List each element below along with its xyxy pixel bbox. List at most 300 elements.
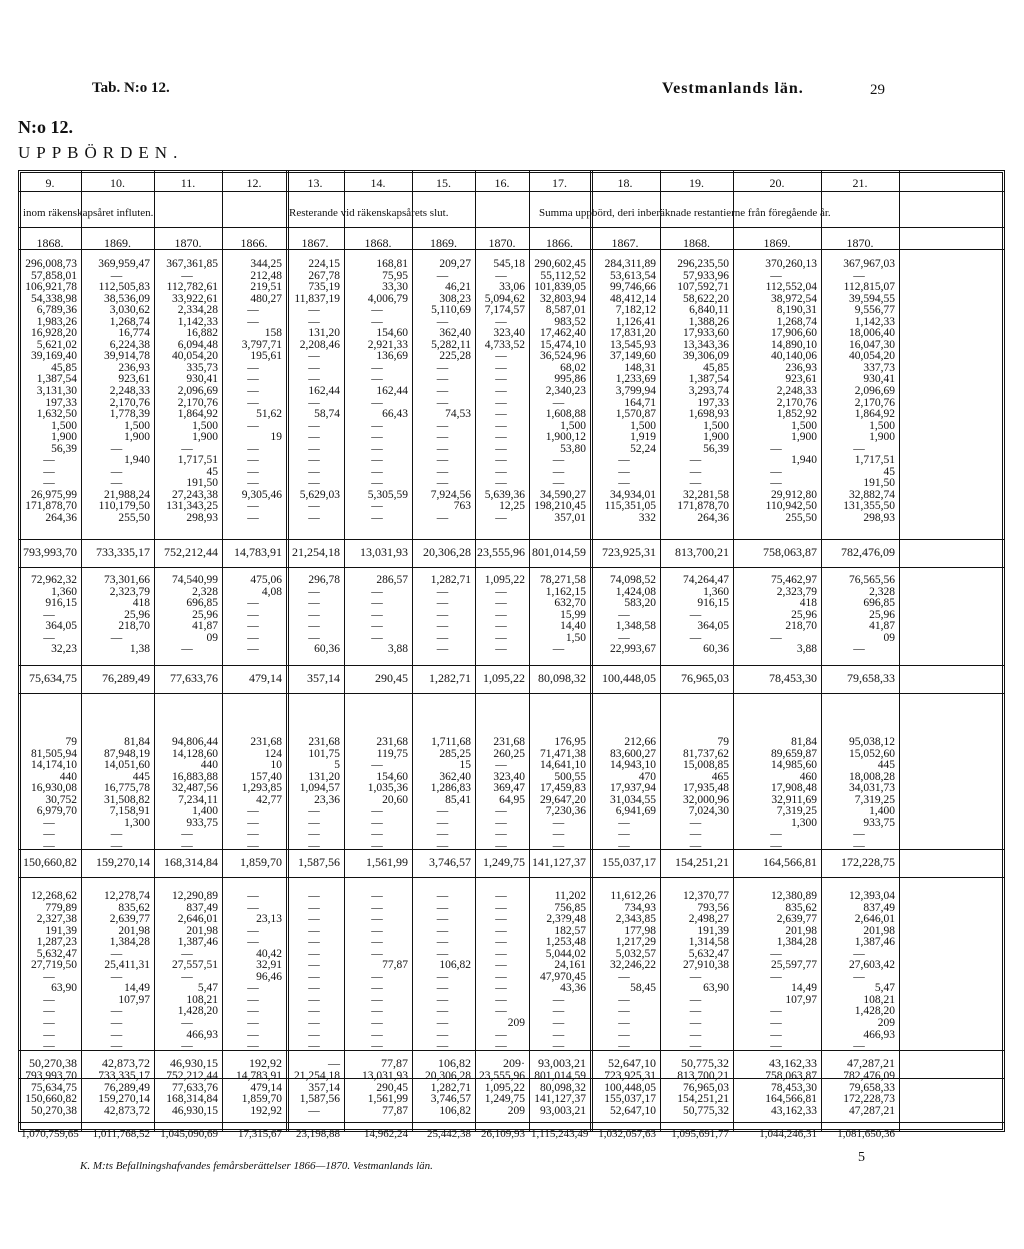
table-cell: 219,51 (250, 281, 282, 294)
table-cell: — (689, 1005, 702, 1018)
table-cell: 33,922,61 (172, 292, 218, 305)
table-cell: 209,27 (439, 258, 471, 270)
table-cell: — (308, 315, 320, 328)
table-cell: — (247, 890, 259, 902)
table-cell: 1,919 (630, 431, 656, 444)
table-cell: 362,40 (439, 327, 471, 340)
table-cell: — (689, 816, 702, 829)
table-cell: 466,93 (186, 1028, 218, 1041)
table-cell: 632,70 (554, 597, 586, 610)
table-cell: 500,55 (554, 770, 586, 783)
table-cell: — (618, 608, 630, 621)
total-cell: 14,783,91 (234, 545, 282, 559)
column-number: 18. (617, 176, 633, 190)
table-cell: — (43, 608, 55, 621)
table-cell: — (436, 1028, 449, 1041)
table-cell: 108,21 (863, 993, 895, 1006)
table-cell: 58,45 (630, 982, 656, 995)
table-cell: — (853, 947, 865, 960)
table-cell: — (308, 585, 320, 598)
total-cell: 26,109,93 (481, 1128, 525, 1140)
table-cell: 1,940 (791, 454, 817, 467)
table-cell: 60,36 (703, 643, 729, 656)
table-cell: 158 (264, 327, 282, 340)
table-cell: 27,243,38 (172, 488, 218, 501)
table-cell: 837,49 (863, 901, 895, 914)
table-cell: 1,293,85 (241, 782, 282, 795)
table-cell: 782,476,09 (843, 1070, 895, 1082)
table-cell: — (689, 828, 702, 841)
table-cell: 6,224,38 (109, 338, 150, 351)
table-cell: 1,983,26 (36, 315, 77, 328)
total-cell: 1,587,56 (298, 855, 340, 869)
table-cell: 3,797,71 (241, 338, 282, 351)
table-cell: — (43, 1005, 55, 1018)
table-cell: — (552, 465, 565, 478)
table-cell: — (770, 1028, 782, 1041)
table-cell: 1,500 (560, 419, 586, 432)
data-column (477, 891, 525, 1053)
table-cell: 39,594,55 (849, 292, 895, 305)
total-rule (19, 1122, 1004, 1123)
table-cell: — (308, 1028, 320, 1041)
table-cell: — (436, 419, 449, 432)
table-cell: — (436, 1005, 449, 1018)
table-cell: 2,921,33 (367, 338, 408, 351)
table-cell: — (495, 631, 507, 644)
table-cell: 5,282,11 (431, 338, 471, 351)
table-cell: 32,487,56 (172, 782, 218, 795)
table-cell: 19 (270, 431, 282, 444)
column-year: 1867. (611, 236, 639, 250)
table-cell: 52,647,10 (610, 1104, 656, 1117)
table-cell: 23,13 (256, 913, 282, 926)
table-cell: 933,75 (863, 816, 895, 829)
total-cell: 80,098,32 (538, 671, 586, 685)
table-cell: 41,87 (869, 620, 895, 633)
table-cell: 1,900 (51, 431, 77, 444)
table-cell: 34,590,27 (540, 488, 586, 501)
data-column (531, 575, 586, 656)
table-cell: 465 (711, 770, 729, 783)
total-cell: 75,634,75 (29, 671, 77, 685)
table-cell: 6,941,69 (615, 805, 656, 818)
table-cell: 17,831,20 (610, 327, 656, 340)
table-cell: — (436, 890, 449, 902)
table-cell: 54,338,98 (31, 292, 77, 305)
table-cell: — (436, 1017, 449, 1030)
table-cell: 2,343,85 (615, 913, 656, 926)
table-cell: 83,600,27 (610, 747, 656, 760)
column-number: 10. (110, 176, 125, 190)
table-cell: 2,170,76 (854, 396, 895, 409)
table-cell: 763 (453, 500, 471, 513)
table-cell: — (371, 947, 383, 960)
table-cell: 12,278,74 (104, 890, 150, 902)
table-cell: 1,570,87 (615, 408, 656, 421)
table-cell: 1,900,12 (545, 431, 586, 444)
table-cell: — (308, 454, 320, 467)
table-cell: 7,234,11 (178, 793, 218, 806)
table-cell: 14,641,10 (540, 759, 586, 772)
table-cell: 236,93 (118, 361, 150, 374)
table-cell: 201,98 (186, 924, 218, 937)
total-cell: 723,925,31 (602, 545, 656, 559)
table-cell: 1,282,71 (430, 1081, 471, 1094)
table-cell: 106,921,78 (25, 281, 77, 294)
table-cell: — (495, 901, 507, 914)
table-cell: 1,428,20 (854, 1005, 895, 1018)
table-cell: 2,248,33 (109, 385, 150, 398)
column-rule (660, 171, 661, 1131)
table-cell: — (308, 828, 320, 841)
table-cell: 2,3?9,48 (546, 913, 586, 926)
table-cell: — (618, 1005, 630, 1018)
table-cell: 162,44 (376, 385, 408, 398)
table-cell: 1,38 (129, 643, 150, 656)
table-cell: — (495, 477, 507, 490)
table-cell: 115,351,05 (604, 500, 656, 513)
section-rule (19, 877, 1004, 878)
table-cell: 17,459,83 (540, 782, 586, 795)
total-cell: 752,212,44 (164, 545, 218, 559)
table-cell: — (436, 585, 449, 598)
column-year: 1866. (240, 236, 268, 250)
table-cell: 16,883,88 (172, 770, 218, 783)
total-cell: 733,335,17 (96, 545, 150, 559)
table-cell: 154,60 (376, 327, 408, 340)
data-column (346, 737, 408, 852)
total-cell: 23,555,96 (477, 545, 525, 559)
table-cell: — (247, 1028, 259, 1041)
table-cell: — (371, 924, 383, 937)
table-cell: — (436, 982, 449, 995)
table-cell: — (247, 304, 259, 317)
table-cell: — (110, 828, 123, 841)
table-cell: 74,540,99 (172, 574, 218, 586)
table-cell: 16,047,30 (849, 338, 895, 351)
table-cell: — (181, 1017, 193, 1030)
column-number: 13. (307, 176, 323, 190)
table-cell: 39,306,09 (683, 350, 729, 363)
data-column (823, 259, 895, 525)
table-cell: 46,21 (445, 281, 471, 294)
column-year: 1868. (364, 236, 392, 250)
data-column (477, 737, 525, 852)
total-cell: 14,962,24 (364, 1128, 408, 1140)
table-cell: 32,000,96 (683, 793, 729, 806)
table-cell: 27,603,42 (849, 959, 895, 972)
table-cell: 2,208,46 (299, 338, 340, 351)
table-cell: — (552, 1040, 565, 1053)
table-cell: — (371, 828, 383, 841)
table-cell: 1,424,08 (615, 585, 656, 598)
table-cell: — (853, 828, 865, 841)
table-cell: — (247, 1040, 259, 1053)
table-cell: 1,859,70 (241, 1093, 282, 1106)
table-cell: 696,85 (863, 597, 895, 610)
table-cell: 42,77 (256, 793, 282, 806)
table-cell: — (495, 454, 507, 467)
table-cell: — (371, 901, 383, 914)
table-cell: 40,054,20 (849, 350, 895, 363)
table-cell: 1,900 (192, 431, 218, 444)
table-cell: 73,301,66 (104, 574, 150, 586)
total-cell: 1,561,99 (366, 855, 408, 869)
table-cell: — (371, 454, 383, 467)
data-column (83, 259, 150, 525)
table-cell: — (371, 315, 383, 328)
data-column (224, 1071, 282, 1117)
table-cell: 93,003,21 (540, 1104, 586, 1117)
table-cell: 1,384,28 (776, 936, 817, 949)
table-cell: 5,621,02 (36, 338, 77, 351)
table-cell: — (853, 839, 865, 852)
column-rule (821, 171, 822, 1131)
table-cell: 332 (638, 512, 656, 525)
table-cell: 479,14 (250, 1081, 282, 1094)
table-cell: 723,925,31 (604, 1070, 656, 1082)
data-column (735, 891, 817, 1053)
table-cell: — (247, 1017, 259, 1030)
table-cell: 46,930,15 (172, 1104, 218, 1117)
table-cell: 14,051,60 (104, 759, 150, 772)
table-cell: 779,89 (45, 901, 77, 914)
table-cell: — (371, 396, 383, 409)
column-year: 1870. (488, 236, 516, 250)
table-cell: 14,49 (124, 982, 150, 995)
table-cell: — (247, 805, 259, 818)
table-cell: 12,290,89 (172, 890, 218, 902)
table-cell: 47,970,45 (540, 970, 586, 983)
column-rule (222, 171, 223, 1131)
table-cell: — (436, 620, 449, 633)
table-cell: 756,85 (554, 901, 586, 914)
table-cell: — (770, 839, 782, 852)
table-title: UPPBÖRDEN. (18, 143, 184, 162)
table-cell: — (371, 512, 383, 525)
table-cell: 1,095,22 (484, 574, 525, 586)
table-cell: 5,639,36 (484, 488, 525, 501)
table-cell: — (495, 839, 507, 852)
table-cell: 1,217,29 (615, 936, 656, 949)
table-cell: — (110, 269, 123, 282)
table-cell: 09 (883, 631, 895, 644)
table-cell: 1,500 (869, 419, 895, 432)
table-cell: 323,40 (493, 327, 525, 340)
table-cell: 2,170,76 (776, 396, 817, 409)
table-cell: — (43, 1017, 55, 1030)
table-cell: 5,632,47 (688, 947, 729, 960)
total-cell: 47,287,21 (847, 1056, 895, 1070)
table-cell: 27,719,50 (31, 959, 77, 972)
table-cell: 1,864,92 (854, 408, 895, 421)
table-cell: 260,25 (493, 747, 525, 760)
table-cell: 57,933,96 (683, 269, 729, 282)
total-cell: 1,070,759,65 (21, 1128, 79, 1140)
running-header-tab: Tab. N:o 12. (92, 80, 170, 96)
table-cell: 734,93 (624, 901, 656, 914)
table-cell: — (495, 419, 507, 432)
table-cell: — (247, 361, 259, 374)
table-cell: 231,68 (493, 736, 525, 748)
table-cell: 224,15 (308, 258, 340, 270)
table-cell: — (371, 361, 383, 374)
table-cell: 55,112,52 (540, 269, 586, 282)
total-cell: 479,14 (249, 671, 282, 685)
table-cell: 74,098,52 (610, 574, 656, 586)
table-cell: — (689, 608, 702, 621)
total-cell: 159,270,14 (96, 855, 150, 869)
table-cell: — (552, 1005, 565, 1018)
table-cell: — (436, 315, 449, 328)
table-cell: 583,20 (624, 597, 656, 610)
table-cell: 1,500 (630, 419, 656, 432)
column-number: 14. (370, 176, 386, 190)
table-cell: — (770, 970, 782, 983)
table-cell: 15 (459, 759, 471, 772)
table-cell: — (495, 936, 507, 949)
table-cell: 107,97 (118, 993, 150, 1006)
table-cell: — (436, 828, 449, 841)
table-cell: 11,612,26 (610, 890, 656, 902)
table-cell: 1,900 (703, 431, 729, 444)
table-cell: 5,094,62 (484, 292, 525, 305)
table-cell: — (495, 361, 507, 374)
table-cell: 3,799,94 (615, 385, 656, 398)
table-cell: 2,248,33 (776, 385, 817, 398)
table-cell: — (495, 315, 507, 328)
table-cell: 545,18 (493, 258, 525, 270)
table-cell: 33,06 (499, 281, 525, 294)
table-cell: — (436, 924, 449, 937)
table-cell: 162,44 (308, 385, 340, 398)
table-cell: 2,323,79 (776, 585, 817, 598)
table-cell: 57,858,01 (31, 269, 77, 282)
table-cell: 75,95 (382, 269, 408, 282)
section-rule (19, 693, 1004, 694)
table-cell: — (552, 477, 565, 490)
column-rule (733, 171, 734, 1131)
table-cell: 369,47 (493, 782, 525, 795)
table-cell: — (308, 396, 320, 409)
table-cell: — (436, 901, 449, 914)
table-cell: 43,36 (560, 982, 586, 995)
table-cell: 81,84 (791, 736, 817, 748)
table-cell: — (308, 597, 320, 610)
table-cell: 197,33 (45, 396, 77, 409)
table-cell: — (770, 828, 782, 841)
table-cell: 34,031,73 (849, 782, 895, 795)
total-cell: 357,14 (307, 671, 340, 685)
table-cell: — (371, 373, 383, 386)
table-cell: — (371, 620, 383, 633)
table-cell: 3,746,57 (430, 1093, 471, 1106)
total-cell: 793,993,70 (23, 545, 77, 559)
table-cell: 191,39 (45, 924, 77, 937)
table-cell: 45 (206, 465, 218, 478)
total-cell: 1,081,650,36 (837, 1128, 895, 1140)
table-cell: — (436, 512, 449, 525)
table-cell: 85,41 (445, 793, 471, 806)
total-cell: 20,306,28 (423, 545, 471, 559)
table-cell: 209 (507, 1104, 525, 1117)
table-cell: 930,41 (863, 373, 895, 386)
table-cell: 793,56 (697, 901, 729, 914)
column-number: 19. (689, 176, 704, 190)
table-cell: 733,335,17 (98, 1070, 150, 1082)
table-cell: 460 (799, 770, 817, 783)
table-cell: — (689, 631, 702, 644)
data-column (224, 259, 282, 525)
table-cell: — (308, 373, 320, 386)
table-cell: 26,975,99 (31, 488, 77, 501)
table-cell: 367,361,85 (166, 258, 218, 270)
table-cell: 15,99 (560, 608, 586, 621)
table-cell: — (853, 269, 865, 282)
data-column (83, 737, 150, 852)
table-cell: — (495, 959, 507, 972)
table-cell: 696,85 (186, 597, 218, 610)
table-cell: 7,230,36 (545, 805, 586, 818)
total-cell: 150,660,82 (23, 855, 77, 869)
table-cell: 32,23 (51, 643, 77, 656)
table-cell: — (308, 500, 320, 513)
table-cell: 1,698,93 (688, 408, 729, 421)
table-cell: 136,69 (376, 350, 408, 363)
table-cell: 2,096,69 (854, 385, 895, 398)
table-cell: — (247, 500, 259, 513)
table-cell: 11,202 (554, 890, 586, 902)
data-column (288, 737, 340, 852)
table-cell: 20,60 (382, 793, 408, 806)
table-cell: 131,20 (308, 770, 340, 783)
data-column (346, 575, 408, 656)
table-cell: 141,127,37 (534, 1093, 586, 1106)
table-cell: 32,281,58 (683, 488, 729, 501)
table-cell: 110,942,50 (765, 500, 817, 513)
total-cell: 43,162,33 (769, 1056, 817, 1070)
data-column (592, 575, 656, 656)
table-cell: 1,142,33 (177, 315, 218, 328)
table-cell: 31,034,55 (610, 793, 656, 806)
table-cell: 837,49 (186, 901, 218, 914)
table-cell: — (689, 454, 702, 467)
total-cell: 50,775,32 (681, 1056, 729, 1070)
table-cell: 7,319,25 (776, 805, 817, 818)
table-cell: 752,212,44 (166, 1070, 218, 1082)
table-cell: — (552, 1028, 565, 1041)
table-cell: 6,840,11 (689, 304, 729, 317)
table-cell: 106,82 (439, 1104, 471, 1117)
table-cell: — (436, 839, 449, 852)
table-cell: — (495, 1040, 507, 1053)
table-cell: — (436, 269, 449, 282)
table-cell: 1,095,22 (484, 1081, 525, 1094)
table-cell: 23,36 (314, 793, 340, 806)
table-cell: 24,161 (554, 959, 586, 972)
column-year: 1870. (174, 236, 202, 250)
table-cell: 87,948,19 (104, 747, 150, 760)
table-cell: 1,940 (124, 454, 150, 467)
column-year: 1868. (36, 236, 64, 250)
table-cell: 13,545,93 (610, 338, 656, 351)
table-cell: — (371, 936, 383, 949)
table-cell: — (689, 993, 702, 1006)
table-cell: 12,268,62 (31, 890, 77, 902)
data-column (662, 891, 729, 1053)
table-cell: 2,498,27 (688, 913, 729, 926)
